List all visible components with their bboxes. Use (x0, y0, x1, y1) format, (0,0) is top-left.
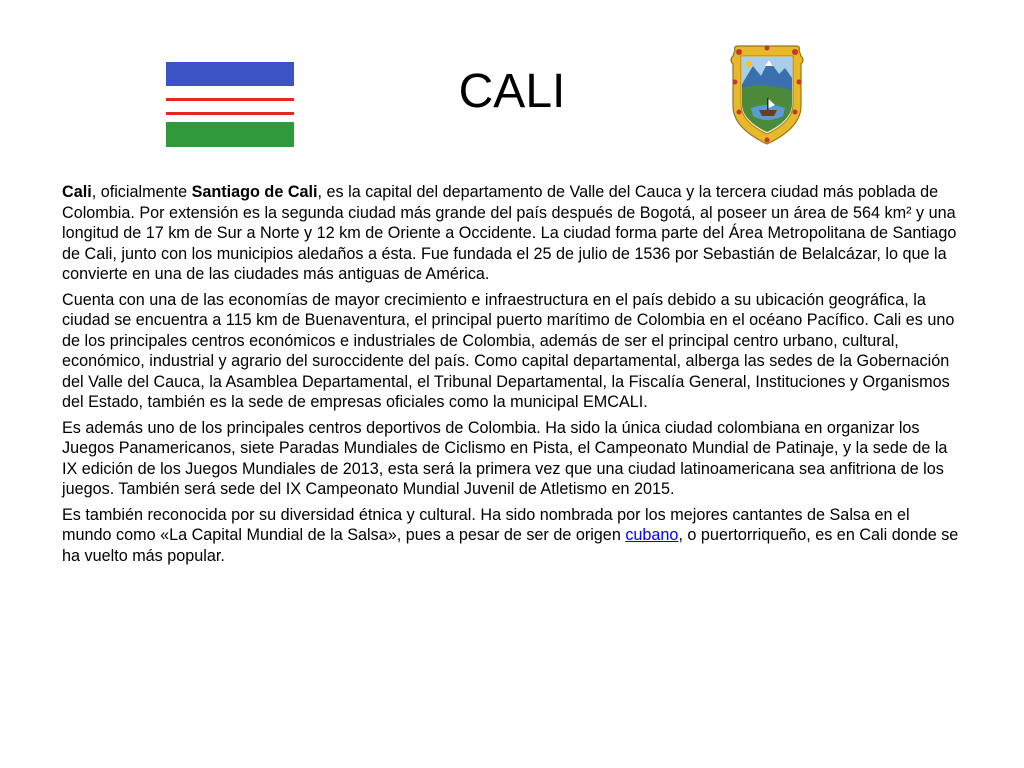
bold-city-name: Cali (62, 183, 92, 201)
paragraph-text: , oficialmente (91, 183, 192, 201)
body-text (62, 182, 962, 571)
paragraph-4 (62, 505, 962, 567)
paragraph-text: Es también reconocida por su diversidad étnica y cultural. Ha sido nombrada por los mejores cantantes de Salsa en el mundo como «La Capital Mundial de la Salsa», pues a pesar de ser de origen (62, 505, 910, 544)
flag-green-band (166, 122, 294, 147)
paragraph-3: Es además uno de los principales centros deportivos de Colombia. Ha sido la única ciudad colombiana en organizar los Juegos Panamericanos, siete Paradas Mundiales de Ciclismo en Pista, el Campeonato Mundial de Patinaje, y la sede de la IX edición de los Juegos Mundiales de 2013, esta será la primera vez que una ciudad latinoamericana sea anfitriona de los juegos. También será sede del IX Campeonato Mundial Juvenil de Atletismo en 2015. (62, 418, 948, 498)
paragraph-2: Cuenta con una de las economías de mayor crecimiento e infraestructura en el país debido a su ubicación geográfica, la ciudad se encuentra a 115 km de Buenaventura, el principal puerto marítimo de Colombia en el océano Pacífico. Cali es uno de los principales centros económicos e industriales de Colombia, además de ser el principal centro urbano, cultural, económico, industrial y agrario del suroccidente del país. Como capital departamental, alberga las sedes de la Gobernación del Valle del Cauca, la Asamblea Departamental, el Tribunal Departamental, la Fiscalía General, Instituciones y Organismos del Estado, también es la sede de empresas oficiales como la municipal EMCALI. (62, 290, 955, 411)
paragraph-1 (62, 182, 962, 285)
paragraph-text: , es la capital del departamento de Valle del Cauca y la tercera ciudad más poblada de Colombia. Por extensión es la segunda ciudad más grande del país después de Bogotá, al poseer un área de 564 km² y una longitud de 17 km de Sur a Norte y 12 km de Oriente a Occidente. La ciudad forma parte del Área Metropolitana de Santiago de Cali, junto con los municipios aledaños a ésta. Fue fundada el 25 de julio de 1536 por Sebastián de Belalcázar, lo que la convierte en una de las ciudades más antiguas de América. (62, 183, 957, 283)
coat-of-arms-icon (729, 42, 805, 148)
cubano-link[interactable]: cubano (625, 526, 679, 544)
paragraph-text: , o puertorriqueño, es en Cali donde se ha vuelto más popular. (62, 526, 959, 565)
page-title: CALI (458, 65, 566, 118)
bold-official-name: Santiago de Cali (191, 183, 318, 201)
